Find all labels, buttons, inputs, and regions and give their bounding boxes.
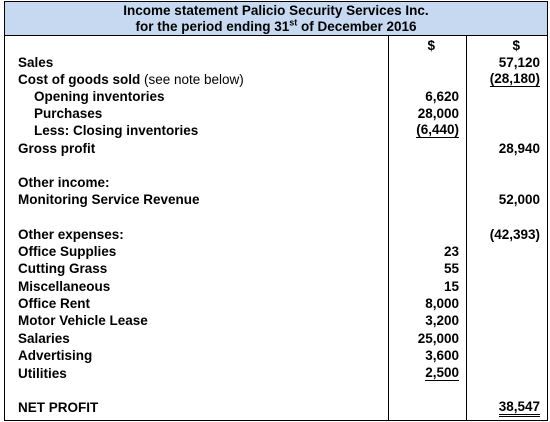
row-value: (28,180) [489, 71, 540, 86]
income-statement [4, 1, 548, 421]
row-note: (see note below) [140, 72, 244, 87]
row-salaries [5, 330, 547, 347]
row-label: Miscellaneous [18, 279, 111, 294]
row-net-profit [5, 399, 547, 416]
row-value: 2,500 [425, 365, 459, 380]
currency-label: $ [512, 38, 520, 53]
row-value: 3,200 [425, 313, 459, 328]
row-other-expenses [5, 226, 547, 243]
row-value: (42,393) [489, 227, 540, 242]
row-value: 25,000 [417, 331, 459, 346]
row-other-income [5, 174, 547, 191]
row-label: Office Rent [18, 296, 91, 311]
row-utilities [5, 365, 547, 382]
row-motor-vehicle-lease [5, 312, 547, 329]
row-value: 28,000 [417, 106, 459, 121]
row-value: 6,620 [425, 89, 459, 104]
row-label: Less: Closing inventories [34, 123, 199, 138]
row-office-supplies [5, 243, 547, 260]
row-value: 3,600 [425, 348, 459, 363]
row-label: Gross profit [18, 141, 96, 156]
row-gross-profit [5, 140, 547, 157]
row-label: Monitoring Service Revenue [18, 192, 200, 207]
row-miscellaneous [5, 278, 547, 295]
row-value: 23 [443, 244, 459, 259]
row-label: NET PROFIT [18, 400, 99, 415]
row-label: Cost of goods sold (see note below) [18, 72, 244, 87]
row-label: Salaries [18, 331, 70, 346]
row-value: (6,440) [416, 122, 459, 137]
currency-row [5, 37, 547, 54]
row-value: 55 [443, 261, 459, 276]
row-office-rent [5, 295, 547, 312]
statement-header [5, 2, 547, 36]
row-advertising [5, 347, 547, 364]
row-label: Other expenses: [18, 227, 124, 242]
row-label: Advertising [18, 348, 93, 363]
row-sales [5, 54, 547, 71]
row-label: Cutting Grass [18, 261, 108, 276]
row-label: Office Supplies [18, 244, 117, 259]
row-label: Motor Vehicle Lease [18, 313, 148, 328]
row-purchases [5, 105, 547, 122]
row-label: Opening inventories [34, 89, 165, 104]
row-opening-inventories [5, 88, 547, 105]
row-label: Other income: [18, 175, 110, 190]
statement-period: for the period ending 31st of December 2016 [135, 17, 417, 34]
statement-title: Income statement Palicio Security Services Inc. [123, 3, 429, 18]
row-value: 38,547 [499, 399, 540, 417]
currency-label: $ [427, 38, 435, 53]
row-value: 15 [443, 279, 459, 294]
row-cutting-grass [5, 260, 547, 277]
row-closing-inventories [5, 122, 547, 139]
row-value: 52,000 [498, 192, 540, 207]
row-cogs [5, 71, 547, 88]
row-value: 28,940 [498, 141, 540, 156]
row-monitoring-revenue [5, 191, 547, 208]
row-label: Utilities [18, 366, 67, 381]
row-value: 8,000 [425, 296, 459, 311]
row-value: 57,120 [498, 55, 540, 70]
row-label: Sales [18, 55, 54, 70]
row-label: Purchases [34, 106, 103, 121]
